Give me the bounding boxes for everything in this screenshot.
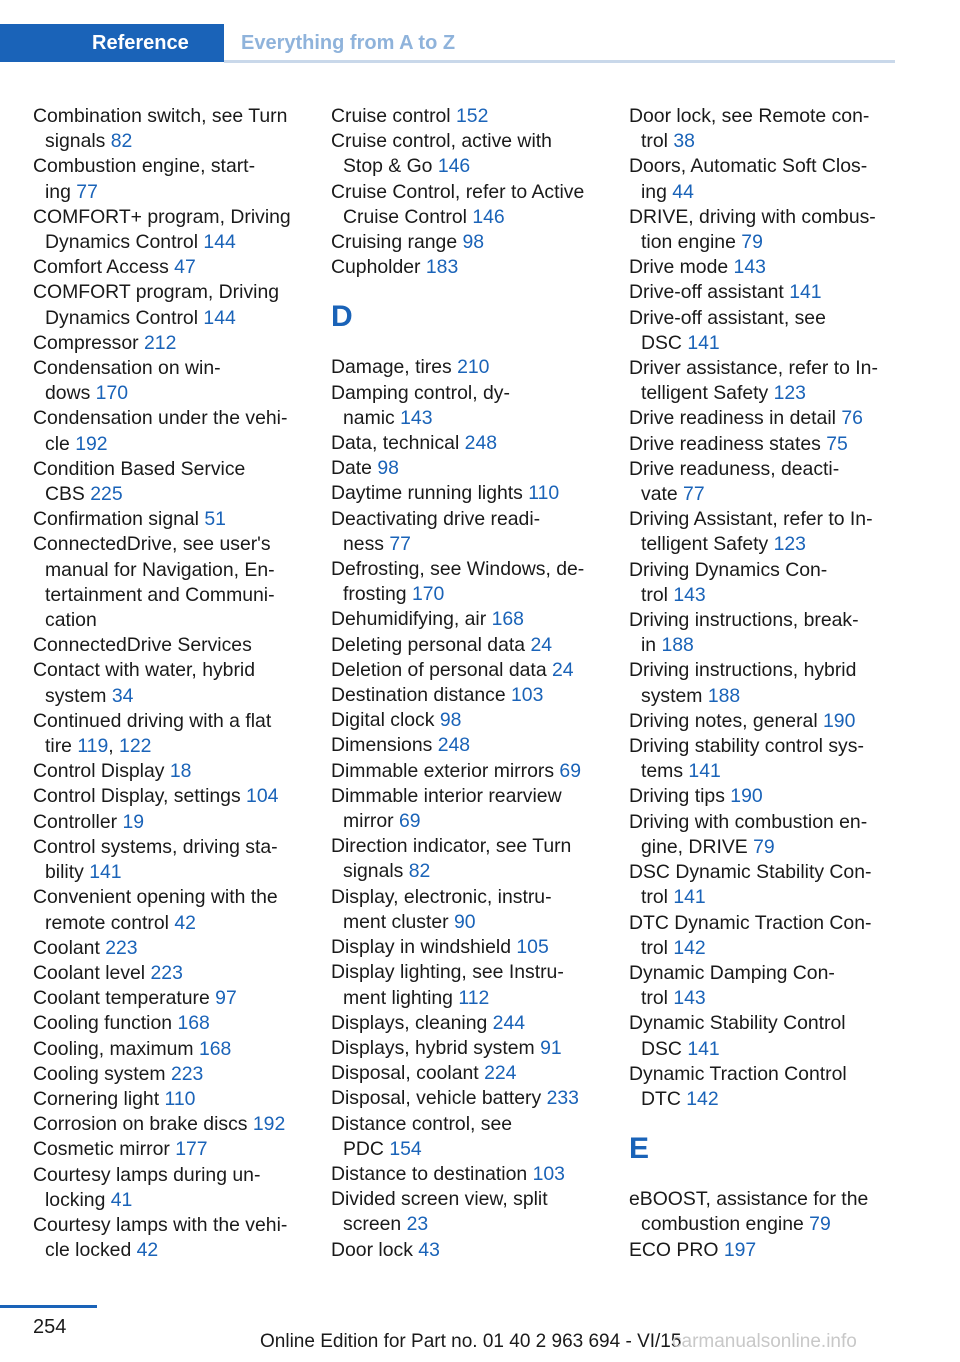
index-entry-label: Direction indicator, see Turn signals — [331, 835, 572, 883]
index-entry — [331, 255, 606, 280]
page-reference-link[interactable]: 192 — [75, 432, 108, 455]
index-entry — [33, 280, 308, 330]
index-entry — [331, 633, 606, 658]
page-reference-link[interactable]: 192 — [252, 1113, 286, 1136]
index-entry — [629, 1187, 904, 1237]
index-entry — [629, 406, 904, 431]
index-entry-label: Dynamic Damping Con- trol — [629, 961, 835, 1010]
page-reference-link[interactable]: 225 — [90, 483, 123, 506]
index-entry — [629, 507, 904, 557]
index-entry-label: Disposal, vehicle battery — [331, 1087, 542, 1110]
index-entry — [33, 1062, 308, 1087]
page-reference-link[interactable]: 79 — [741, 231, 763, 254]
index-entry-label: Cruise control — [331, 105, 451, 127]
page-reference-link[interactable]: 223 — [150, 961, 183, 984]
index-entry — [33, 532, 308, 633]
index-entry — [331, 481, 606, 506]
index-entry — [33, 759, 308, 784]
index-entry — [331, 708, 606, 733]
index-entry — [331, 960, 606, 1010]
index-entry-label: Drive-off assistant — [629, 281, 784, 304]
index-entry-label: COMFORT program, Driving Dynamics Control — [33, 281, 280, 329]
page-reference-link[interactable]: 142 — [686, 1087, 719, 1110]
page-header — [0, 24, 895, 62]
index-entry-label: Driver assistance, refer to In- telligent Safety — [629, 357, 878, 405]
index-entry-label: DSC Dynamic Stability Con- trol — [629, 861, 872, 909]
page-reference-link[interactable]: 103 — [532, 1162, 565, 1185]
index-entry — [331, 507, 606, 557]
index-entry — [331, 885, 606, 935]
index-letter-heading: E — [629, 1132, 650, 1166]
index-entry — [33, 885, 308, 935]
index-entry — [331, 456, 606, 481]
index-entry — [331, 381, 606, 431]
footer-rule — [0, 1305, 97, 1308]
index-entry-label: Drive-off assistant, see DSC — [629, 306, 826, 354]
page-reference-link[interactable]: 76 — [841, 407, 863, 430]
page-reference-link[interactable]: 146 — [437, 155, 471, 178]
index-entry-label: Continued driving with a flat tire — [33, 709, 272, 758]
index-entry — [629, 1062, 904, 1112]
index-entry — [629, 558, 904, 608]
page-reference-link[interactable]: 98 — [439, 709, 462, 732]
page-reference-link[interactable]: 152 — [456, 105, 489, 127]
index-entry-label: Compressor — [33, 331, 139, 354]
page-reference-link[interactable]: 144 — [203, 306, 236, 329]
index-entry — [331, 1187, 606, 1237]
page-reference-link[interactable]: 119 — [77, 735, 109, 758]
page-reference-link[interactable]: 38 — [673, 130, 695, 153]
index-entry — [33, 835, 308, 885]
index-entry-label: Dynamic Stability Control DSC — [629, 1012, 846, 1060]
page-reference-link[interactable]: 47 — [174, 256, 196, 279]
index-entry-label: Doors, Automatic Soft Clos- ing — [629, 155, 868, 203]
index-entry-label: Cruise control, active with Stop & Go — [331, 130, 552, 178]
page-reference-link[interactable]: 77 — [389, 532, 411, 555]
page-reference-link[interactable]: 190 — [730, 785, 763, 808]
page-reference-link[interactable]: 170 — [411, 583, 445, 606]
page-reference-link[interactable]: 188 — [707, 684, 741, 707]
index-entry-label: Comfort Access — [33, 256, 169, 279]
index-entry — [33, 986, 308, 1011]
page-reference-link[interactable]: 75 — [826, 432, 848, 455]
index-entry-label: Driving instructions, hybrid system — [629, 659, 857, 707]
index-entry — [33, 1087, 308, 1112]
index-entry-label: COMFORT+ program, Driving Dynamics Control — [33, 205, 291, 254]
page-reference-link[interactable]: 69 — [399, 810, 421, 833]
index-entry — [331, 683, 606, 708]
index-entry-label: Digital clock — [331, 709, 435, 732]
index-entry — [331, 180, 606, 230]
index-column-1 — [33, 104, 308, 1263]
index-entry-label: Control systems, driving sta- bility — [33, 835, 278, 884]
index-entry — [33, 784, 308, 809]
page-reference-link[interactable]: 23 — [406, 1213, 429, 1236]
index-entry-label: DRIVE, driving with combus- tion engine — [629, 205, 876, 254]
index-entry-label: Disposal, coolant — [331, 1062, 479, 1085]
page-reference-link[interactable]: 141 — [687, 331, 720, 354]
index-entry — [331, 431, 606, 456]
index-entry — [629, 356, 904, 406]
page-reference-link[interactable]: 123 — [773, 382, 806, 405]
index-entry — [33, 356, 308, 406]
index-entry-label: Cooling, maximum — [33, 1037, 194, 1060]
index-entry-label: Driving notes, general — [629, 709, 818, 732]
page-reference-link[interactable]: 110 — [528, 482, 560, 505]
page-reference-link[interactable]: 104 — [246, 785, 279, 808]
page-reference-link[interactable]: 41 — [110, 1188, 133, 1211]
index-entry-label: Display lighting, see Instru- ment lighting — [331, 961, 564, 1009]
index-entry-label: Coolant level — [33, 961, 146, 984]
index-entry-label: Cruise Control, refer to Active Cruise Control — [331, 180, 585, 228]
index-entry — [33, 1037, 308, 1062]
page-reference-link[interactable]: 143 — [400, 406, 433, 429]
page-reference-link[interactable]: 82 — [408, 860, 431, 883]
page-reference-link[interactable]: 123 — [773, 533, 806, 556]
index-entry — [629, 784, 904, 809]
page-number: 254 — [33, 1316, 67, 1338]
index-entry-label: Drive mode — [629, 256, 729, 279]
index-entry — [33, 810, 308, 835]
page-reference-link[interactable]: 248 — [437, 734, 471, 757]
page-reference-link[interactable]: 143 — [673, 583, 706, 606]
index-entry — [33, 457, 308, 507]
index-entry-label: Condensation on win- dows — [33, 357, 221, 405]
index-letter-heading: D — [331, 300, 353, 334]
page-reference-link[interactable]: 244 — [492, 1011, 526, 1034]
index-entry-label: Driving with combustion en- gine, DRIVE — [629, 810, 868, 858]
index-entry — [33, 961, 308, 986]
index-entry-label: Daytime running lights — [331, 482, 523, 505]
index-entry-label: Confirmation signal — [33, 508, 199, 531]
page-reference-link[interactable]: 248 — [464, 432, 498, 455]
index-entry-label: Combustion engine, start- ing — [33, 155, 256, 203]
index-entry — [629, 810, 904, 860]
index-entry — [33, 1213, 308, 1263]
page-reference-link[interactable]: 210 — [457, 356, 490, 379]
index-entry-label: Drive readuness, deacti- vate — [629, 457, 840, 506]
index-entry — [331, 1162, 606, 1187]
section-tab-reference[interactable]: Reference — [0, 24, 224, 62]
page-reference-link[interactable]: 98 — [377, 457, 399, 480]
page-reference-link[interactable]: 24 — [552, 658, 574, 681]
index-entry — [33, 205, 308, 255]
index-entry-label: Data, technical — [331, 432, 460, 455]
index-entry — [629, 280, 904, 305]
index-entry — [331, 1238, 606, 1263]
page-reference-link[interactable]: 141 — [688, 760, 721, 783]
page-reference-link[interactable]: 97 — [215, 987, 237, 1010]
page-reference-link[interactable]: 141 — [89, 861, 122, 884]
index-entry-label: Dimmable exterior mirrors — [331, 759, 555, 782]
index-entry-label: Coolant temperature — [33, 987, 210, 1010]
index-entry — [33, 406, 308, 456]
page-reference-link[interactable]: 141 — [687, 1037, 720, 1060]
page-reference-link[interactable]: 197 — [723, 1238, 757, 1261]
index-entry-label: Driving stability control sys- tems — [629, 735, 864, 783]
page-reference-link[interactable]: 98 — [462, 231, 485, 254]
index-column-2 — [331, 104, 606, 1263]
page-reference-link[interactable]: 233 — [546, 1087, 579, 1110]
index-entry — [331, 104, 606, 129]
index-entry-label: Contact with water, hybrid system — [33, 659, 256, 707]
index-entry-label: eBOOST, assistance for the combustion engine — [629, 1188, 869, 1236]
index-entry-label: DTC Dynamic Traction Con- trol — [629, 911, 872, 959]
page-reference-link[interactable]: 154 — [389, 1137, 422, 1160]
index-entry — [331, 607, 606, 632]
index-entry — [629, 432, 904, 457]
page-reference-link[interactable]: 168 — [491, 608, 524, 631]
index-entry — [629, 457, 904, 507]
topic-tab-a-to-z[interactable]: Everything from A to Z — [241, 31, 456, 54]
index-entry-label: Cupholder — [331, 256, 421, 279]
index-entry-label: Drive readiness in detail — [629, 407, 836, 430]
index-entry — [331, 1011, 606, 1036]
page-reference-link[interactable]: 43 — [418, 1238, 440, 1261]
index-entry-label: Condition Based Service CBS — [33, 457, 246, 506]
index-entry-label: Dehumidifying, air — [331, 608, 487, 631]
page-reference-link[interactable]: 177 — [175, 1138, 208, 1161]
page-reference-link[interactable]: 42 — [136, 1239, 159, 1262]
index-entry-label: Convenient opening with the remote control — [33, 886, 278, 934]
index-entry — [629, 104, 904, 154]
page-reference-link[interactable]: 188 — [661, 634, 694, 657]
page-reference-link[interactable]: 103 — [511, 684, 544, 707]
index-entry — [629, 860, 904, 910]
page-reference-link[interactable]: 19 — [122, 810, 145, 833]
index-entry — [33, 255, 308, 280]
index-entry — [331, 129, 606, 179]
page-reference-link[interactable]: 146 — [472, 205, 505, 228]
index-entry — [629, 154, 904, 204]
page-reference-link[interactable]: 141 — [789, 281, 822, 304]
index-entry — [331, 759, 606, 784]
page-reference-link[interactable]: 224 — [484, 1062, 517, 1085]
index-entry-label: Cosmetic mirror — [33, 1138, 170, 1161]
index-entry-label: Dynamic Traction Control DTC — [629, 1062, 847, 1110]
index-entry-label: ConnectedDrive, see user's manual for Navigation, En- tertainment and Communi- cation — [33, 533, 275, 632]
page-reference-link[interactable]: 223 — [170, 1062, 204, 1085]
page-reference-link[interactable]: 143 — [733, 256, 766, 279]
index-entry-label: Display in windshield — [331, 936, 511, 959]
page-reference-link[interactable]: 79 — [753, 835, 775, 858]
index-entry-label: Displays, cleaning — [331, 1011, 488, 1034]
page-reference-link[interactable]: 105 — [516, 936, 549, 959]
index-entry-label: Distance to destination — [331, 1162, 528, 1185]
index-entry — [629, 255, 904, 280]
index-entry-label: Driving tips — [629, 785, 725, 808]
page-reference-link[interactable]: 212 — [144, 331, 177, 354]
index-entry-label: Deactivating drive readi- ness — [331, 507, 541, 555]
index-entry-label: Distance control, see PDC — [331, 1112, 513, 1160]
index-entry-label: Date — [331, 457, 372, 480]
page-reference-link[interactable]: 34 — [111, 684, 134, 707]
index-entry-label: Defrosting, see Windows, de- frosting — [331, 558, 585, 606]
index-entry-label: Courtesy lamps with the vehi- cle locked — [33, 1213, 288, 1262]
index-entry — [331, 557, 606, 607]
index-entry-label: Dimmable interior rearview mirror — [331, 784, 562, 833]
index-entry-label: Driving Assistant, refer to In- telligent Safety — [629, 508, 873, 556]
index-entry — [331, 1061, 606, 1086]
index-entry — [331, 658, 606, 683]
index-entry — [33, 658, 308, 708]
index-entry — [33, 936, 308, 961]
index-entry-label: Condensation under the vehi- cle — [33, 407, 288, 455]
page-reference-link[interactable]: 44 — [672, 180, 694, 203]
page-reference-link[interactable]: 110 — [164, 1087, 196, 1110]
index-entry-label: Cornering light — [33, 1087, 160, 1110]
page-reference-link[interactable]: 168 — [198, 1037, 232, 1060]
index-entry — [331, 834, 606, 884]
index-entry — [33, 1163, 308, 1213]
page-reference-link[interactable]: 91 — [540, 1036, 562, 1059]
index-entry-label: Courtesy lamps during un- locking — [33, 1163, 261, 1211]
index-entry-label: Destination distance — [331, 684, 506, 707]
index-entry-label: Coolant — [33, 936, 100, 959]
index-entry-label: Deletion of personal data — [331, 658, 547, 681]
page-reference-link[interactable]: 143 — [673, 987, 706, 1010]
edition-note: Online Edition for Part no. 01 40 2 963 694 - VI/15 — [260, 1331, 682, 1352]
index-entry — [331, 1112, 606, 1162]
index-entry-label: ECO PRO — [629, 1238, 719, 1261]
index-entry-label: Driving Dynamics Con- trol — [629, 558, 828, 606]
index-entry-label: Damage, tires — [331, 356, 452, 379]
index-entry-label: Displays, hybrid system — [331, 1036, 535, 1059]
page-reference-link[interactable]: 141 — [673, 886, 706, 909]
page-reference-link[interactable]: 142 — [673, 936, 706, 959]
page-reference-link[interactable]: 77 — [76, 180, 98, 203]
page-reference-link[interactable]: 144 — [203, 231, 236, 254]
index-entry-label: Door lock — [331, 1238, 413, 1261]
index-entry — [33, 154, 308, 204]
index-entry — [33, 1011, 308, 1036]
index-entry — [331, 784, 606, 834]
index-entry — [331, 935, 606, 960]
index-entry-label: Control Display — [33, 760, 165, 783]
header-divider — [224, 60, 895, 63]
index-entry-label: Drive readiness states — [629, 432, 821, 455]
index-entry-label: Control Display, settings — [33, 785, 241, 808]
index-entry — [33, 331, 308, 356]
page-reference-link[interactable]: 90 — [454, 910, 476, 933]
index-entry — [331, 230, 606, 255]
index-entry — [629, 734, 904, 784]
index-entry — [33, 1112, 308, 1137]
index-entry — [629, 1238, 904, 1263]
index-entry-label: Damping control, dy- namic — [331, 381, 510, 429]
index-entry — [33, 104, 308, 154]
index-entry — [33, 633, 308, 658]
page-reference-link[interactable]: 223 — [105, 936, 138, 959]
index-entry — [33, 1137, 308, 1162]
index-entry-label: Controller — [33, 810, 118, 833]
index-entry — [629, 961, 904, 1011]
index-entry — [629, 306, 904, 356]
index-entry: Continued driving with a flat tire 119, 122 — [33, 709, 272, 758]
index-entry — [629, 205, 904, 255]
index-entry-label: ConnectedDrive Services — [33, 634, 252, 657]
page-reference-link[interactable]: 24 — [530, 633, 553, 656]
page-reference-link[interactable]: 69 — [559, 759, 581, 782]
index-entry-label: Corrosion on brake discs — [33, 1113, 248, 1136]
index-entry-label: Combination switch, see Turn signals — [33, 105, 288, 153]
page-reference-link[interactable]: 51 — [204, 508, 226, 531]
index-entry-label: Driving instructions, break- in — [629, 609, 859, 657]
page-reference-link[interactable]: 18 — [169, 760, 192, 783]
page-reference-link[interactable]: 170 — [95, 382, 129, 405]
page-reference-link[interactable]: 42 — [174, 911, 196, 934]
index-entry — [331, 733, 606, 758]
index-entry — [629, 658, 904, 708]
index-entry — [33, 507, 308, 532]
index-entry-label: Door lock, see Remote con- trol — [629, 105, 870, 153]
page-reference-link[interactable]: 112 — [458, 986, 490, 1009]
page-reference-link[interactable]: 168 — [177, 1012, 210, 1035]
index-entry-label: Display, electronic, instru- ment cluster — [331, 885, 552, 933]
index-entry — [629, 911, 904, 961]
index-entry-label: Deleting personal data — [331, 633, 526, 656]
index-entry — [629, 709, 904, 734]
index-entry — [629, 1011, 904, 1061]
watermark-logo: carmanualsonline.info — [672, 1331, 857, 1352]
index-entry-label: Cooling system — [33, 1062, 166, 1085]
index-entry-label: Divided screen view, split screen — [331, 1188, 548, 1236]
page-reference-link[interactable]: 190 — [823, 709, 856, 732]
page-reference-link[interactable]: 82 — [110, 130, 133, 153]
page-reference-link[interactable]: 79 — [809, 1213, 831, 1236]
index-entry — [629, 608, 904, 658]
index-entry — [331, 1036, 606, 1061]
index-entry-label: Dimensions — [331, 734, 433, 757]
page-reference-link[interactable]: 77 — [683, 483, 705, 506]
index-entry — [331, 355, 606, 380]
page-reference-link[interactable]: 122 — [119, 735, 152, 758]
page-reference-link[interactable]: 183 — [425, 256, 459, 279]
index-entry — [331, 1086, 606, 1111]
index-entry-label: Cooling function — [33, 1012, 173, 1035]
index-column-3 — [629, 104, 904, 1263]
index-entry-label: Cruising range — [331, 231, 458, 254]
